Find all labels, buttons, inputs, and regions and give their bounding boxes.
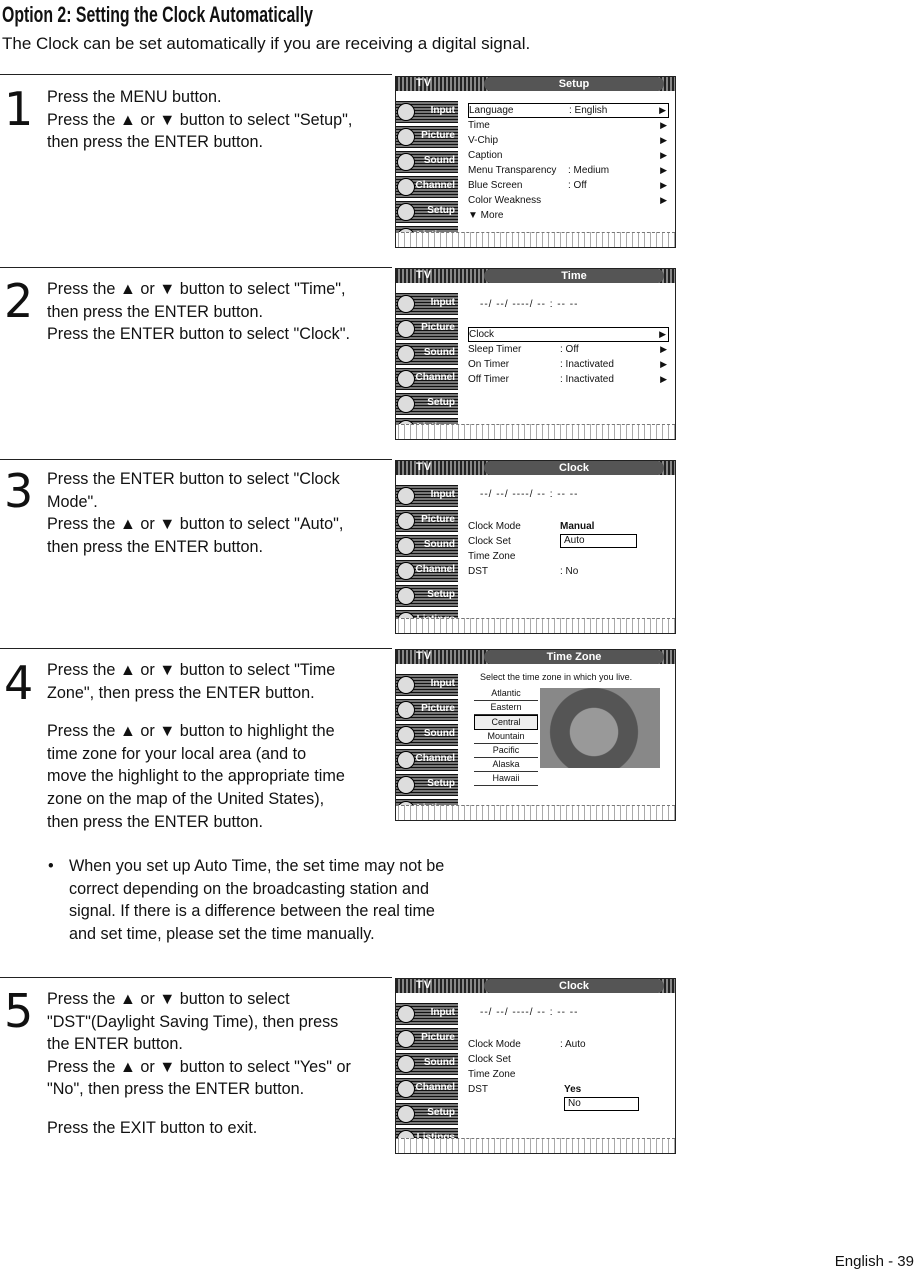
- time-zone-caption: Select the time zone in which you live.: [480, 672, 633, 682]
- step-number: 4: [4, 656, 34, 710]
- step-line: Press the ENTER button to select "Clock: [47, 470, 340, 488]
- sidebar-item-sound[interactable]: Sound: [396, 535, 458, 557]
- arrow-right-icon: ▶: [660, 180, 667, 190]
- arrow-right-icon: ▶: [659, 105, 666, 115]
- sidebar-item-picture[interactable]: Picture: [396, 126, 458, 148]
- menu-item-time-zone[interactable]: Time Zone: [468, 1069, 516, 1080]
- menu-item-dst[interactable]: DST : No: [468, 566, 579, 577]
- sidebar-item-setup[interactable]: Setup: [396, 393, 458, 415]
- input-icon: [397, 676, 415, 694]
- menu-item-clock-set[interactable]: Clock Set: [468, 536, 511, 547]
- sidebar-item-picture[interactable]: Picture: [396, 1028, 458, 1050]
- osd-screen-clock-dst: [395, 978, 676, 1154]
- arrow-right-icon: ▶: [660, 344, 667, 354]
- step-line: Press the ▲ or ▼ button to select "Time",: [47, 280, 346, 298]
- step-instructions: [47, 278, 350, 346]
- step-line: Press the ENTER button to select "Clock".: [47, 325, 350, 344]
- step-number: 3: [4, 464, 34, 518]
- sidebar-item-setup[interactable]: Setup: [396, 201, 458, 223]
- step-line: zone on the map of the United States),: [47, 789, 325, 808]
- time-zone-option-selected[interactable]: Central: [474, 715, 538, 730]
- osd-help-bar: [396, 424, 675, 439]
- step-line: the ENTER button.: [47, 1035, 183, 1054]
- menu-item-clock-mode[interactable]: Clock Mode Manual: [468, 521, 595, 532]
- step-line: Press the ▲ or ▼ button to select "Time: [47, 661, 336, 679]
- sidebar-item-picture[interactable]: Picture: [396, 318, 458, 340]
- arrow-right-icon: ▶: [660, 195, 667, 205]
- osd-tv-label: TV: [416, 77, 433, 89]
- osd-help-bar: [396, 1138, 675, 1153]
- time-zone-option[interactable]: Hawaii: [474, 772, 538, 786]
- menu-item-menu-transparency[interactable]: Menu Transparency : Medium ▶: [468, 165, 667, 176]
- menu-item-clock-set[interactable]: Clock Set: [468, 1054, 511, 1065]
- sidebar-item-picture[interactable]: Picture: [396, 699, 458, 721]
- osd-help-bar: [396, 232, 675, 247]
- step-line: move the highlight to the appropriate time: [47, 767, 345, 786]
- osd-help-bar: [396, 618, 675, 633]
- us-map-image[interactable]: [540, 688, 660, 768]
- osd-menu-list: [468, 1037, 669, 1097]
- osd-screen-setup: [395, 76, 676, 248]
- clock-display: --/ --/ ----/ -- : -- --: [480, 299, 579, 310]
- channel-icon: [397, 562, 415, 580]
- step-line: Press the ▲ or ▼ button to select: [47, 990, 290, 1008]
- divider: [0, 459, 392, 460]
- arrow-right-icon: ▶: [660, 165, 667, 175]
- bullet-icon: •: [48, 857, 54, 875]
- step-number: 5: [4, 984, 34, 1038]
- arrow-right-icon: ▶: [659, 329, 666, 339]
- osd-menu-list: [468, 327, 669, 387]
- osd-sidebar: [396, 283, 458, 425]
- sidebar-item-setup[interactable]: Setup: [396, 774, 458, 796]
- sidebar-item-input[interactable]: Input: [396, 674, 458, 696]
- menu-item-blue-screen[interactable]: Blue Screen : Off ▶: [468, 180, 667, 191]
- sidebar-item-channel[interactable]: Channel: [396, 560, 458, 582]
- clock-display: --/ --/ ----/ -- : -- --: [480, 489, 579, 500]
- step-line: Press the ▲ or ▼ button to select "Auto",: [47, 515, 344, 534]
- sidebar-item-setup[interactable]: Setup: [396, 1103, 458, 1125]
- osd-screen-time-zone: [395, 649, 676, 821]
- sidebar-item-input[interactable]: Input: [396, 485, 458, 507]
- step-line: Press the MENU button.: [47, 88, 222, 106]
- step-number: 2: [4, 274, 34, 328]
- osd-tv-label: TV: [416, 650, 433, 662]
- osd-sidebar: [396, 993, 458, 1139]
- sidebar-item-input[interactable]: Input: [396, 1003, 458, 1025]
- menu-item-clock[interactable]: Clock ▶: [468, 327, 669, 342]
- osd-menu-title: Time Zone: [484, 650, 664, 664]
- menu-item-clock-mode[interactable]: Clock Mode : Auto: [468, 1039, 586, 1050]
- picture-icon: [397, 320, 415, 338]
- page-number: English - 39: [834, 1253, 914, 1270]
- menu-item-time[interactable]: Time ▶: [468, 120, 667, 131]
- osd-tv-label: TV: [416, 269, 433, 281]
- osd-menu-title: Setup: [484, 77, 664, 91]
- step-line: then press the ENTER button.: [47, 133, 263, 152]
- time-zone-option[interactable]: Atlantic: [474, 687, 538, 701]
- time-zone-option[interactable]: Eastern: [474, 701, 538, 715]
- channel-icon: [397, 178, 415, 196]
- osd-screen-clock: [395, 460, 676, 634]
- menu-item-time-zone[interactable]: Time Zone: [468, 551, 516, 562]
- setup-icon: [397, 203, 415, 221]
- osd-help-bar: [396, 805, 675, 820]
- sound-icon: [397, 345, 415, 363]
- channel-icon: [397, 1080, 415, 1098]
- picture-icon: [397, 1030, 415, 1048]
- sound-icon: [397, 1055, 415, 1073]
- step-line: "DST"(Daylight Saving Time), then press: [47, 1012, 339, 1031]
- osd-tv-label: TV: [416, 461, 433, 473]
- sidebar-item-channel[interactable]: Channel: [396, 176, 458, 198]
- menu-item-on-timer[interactable]: On Timer : Inactivated ▶: [468, 359, 667, 370]
- picture-icon: [397, 128, 415, 146]
- time-zone-option[interactable]: Pacific: [474, 744, 538, 758]
- option-popup-selected[interactable]: Auto: [560, 534, 637, 548]
- menu-item-color-weakness[interactable]: Color Weakness ▶: [468, 195, 667, 206]
- sidebar-item-channel[interactable]: Channel: [396, 749, 458, 771]
- sidebar-item-input[interactable]: Input: [396, 101, 458, 123]
- menu-item-more[interactable]: ▼ More: [468, 210, 504, 221]
- step-number: 1: [4, 82, 34, 136]
- note-text: When you set up Auto Time, the set time may not be correct depending on the broadcasting station and signal. If there is a difference between the real time and set time, please set the time manually.: [69, 857, 445, 943]
- channel-icon: [397, 751, 415, 769]
- step-instructions: [47, 86, 352, 154]
- divider: [0, 648, 392, 649]
- picture-icon: [397, 701, 415, 719]
- sidebar-item-setup[interactable]: Setup: [396, 585, 458, 607]
- input-icon: [397, 103, 415, 121]
- option-popup-selected[interactable]: No: [564, 1097, 639, 1111]
- sidebar-item-sound[interactable]: Sound: [396, 343, 458, 365]
- channel-icon: [397, 370, 415, 388]
- menu-item-sleep-timer[interactable]: Sleep Timer : Off ▶: [468, 344, 667, 355]
- osd-sidebar: [396, 91, 458, 233]
- arrow-right-icon: ▶: [660, 135, 667, 145]
- menu-item-dst[interactable]: DST Yes: [468, 1084, 582, 1095]
- sound-icon: [397, 537, 415, 555]
- step-instructions: [47, 468, 343, 558]
- picture-icon: [397, 512, 415, 530]
- step-line: then press the ENTER button.: [47, 302, 263, 321]
- step-line: then press the ENTER button.: [47, 537, 263, 556]
- arrow-right-icon: ▶: [660, 374, 667, 384]
- arrow-right-icon: ▶: [660, 150, 667, 160]
- time-zone-list: [474, 687, 538, 786]
- sidebar-item-channel[interactable]: Channel: [396, 1078, 458, 1100]
- divider: [0, 267, 392, 268]
- arrow-right-icon: ▶: [660, 120, 667, 130]
- setup-icon: [397, 1105, 415, 1123]
- osd-sidebar: [396, 475, 458, 619]
- intro-text: The Clock can be set automatically if you are receiving a digital signal.: [2, 34, 531, 53]
- step-line: time zone for your local area (and to: [47, 744, 307, 763]
- step-line: then press the ENTER button.: [47, 812, 263, 831]
- sidebar-item-sound[interactable]: Sound: [396, 724, 458, 746]
- osd-menu-title: Time: [484, 269, 664, 283]
- sound-icon: [397, 153, 415, 171]
- note-bullet: [48, 855, 456, 945]
- sidebar-item-input[interactable]: Input: [396, 293, 458, 315]
- osd-tv-label: TV: [416, 979, 433, 991]
- menu-item-caption[interactable]: Caption ▶: [468, 150, 667, 161]
- sidebar-item-picture[interactable]: Picture: [396, 510, 458, 532]
- step-instructions: [47, 659, 345, 833]
- arrow-right-icon: ▶: [660, 359, 667, 369]
- step-line: Press the ▲ or ▼ button to select "Setup",: [47, 110, 353, 129]
- osd-menu-list: [468, 103, 669, 223]
- step-line: Zone", then press the ENTER button.: [47, 683, 315, 702]
- osd-menu-list: [468, 519, 669, 579]
- time-zone-option[interactable]: Alaska: [474, 758, 538, 772]
- osd-menu-title: Clock: [484, 979, 664, 993]
- page-title: Option 2: Setting the Clock Automatically: [2, 2, 313, 27]
- divider: [0, 977, 392, 978]
- input-icon: [397, 1005, 415, 1023]
- time-zone-option[interactable]: Mountain: [474, 730, 538, 744]
- sidebar-item-channel[interactable]: Channel: [396, 368, 458, 390]
- menu-item-vchip[interactable]: V-Chip ▶: [468, 135, 667, 146]
- menu-item-off-timer[interactable]: Off Timer : Inactivated ▶: [468, 374, 667, 385]
- setup-icon: [397, 587, 415, 605]
- osd-screen-time: [395, 268, 676, 440]
- clock-display: --/ --/ ----/ -- : -- --: [480, 1007, 579, 1018]
- setup-icon: [397, 776, 415, 794]
- osd-menu-title: Clock: [484, 461, 664, 475]
- input-icon: [397, 487, 415, 505]
- menu-item-language[interactable]: Language : English ▶: [468, 103, 669, 118]
- step-line: Press the EXIT button to exit.: [47, 1118, 258, 1137]
- sidebar-item-sound[interactable]: Sound: [396, 1053, 458, 1075]
- setup-icon: [397, 395, 415, 413]
- step-line: Press the ▲ or ▼ button to select "Yes" or: [47, 1057, 351, 1076]
- step-line: "No", then press the ENTER button.: [47, 1080, 305, 1099]
- step-instructions: [47, 988, 351, 1140]
- step-line: Mode".: [47, 492, 98, 511]
- osd-sidebar: [396, 664, 458, 806]
- step-line: Press the ▲ or ▼ button to highlight the: [47, 722, 335, 741]
- input-icon: [397, 295, 415, 313]
- sound-icon: [397, 726, 415, 744]
- sidebar-item-sound[interactable]: Sound: [396, 151, 458, 173]
- divider: [0, 74, 392, 75]
